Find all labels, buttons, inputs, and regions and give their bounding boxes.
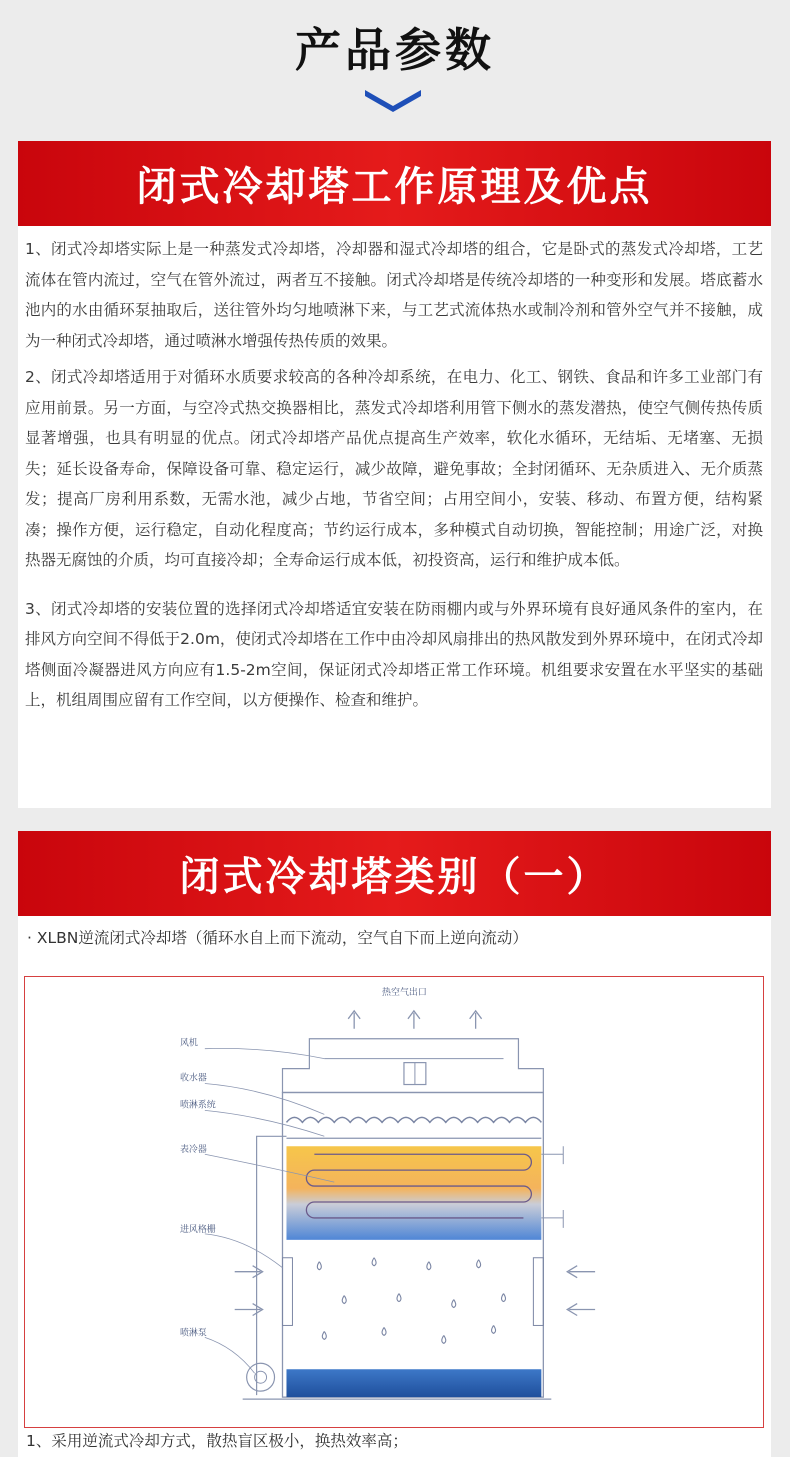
inlet-grille-left [282,1258,292,1326]
label-fan: 风机 [179,1038,198,1049]
coil-bank [286,1146,541,1240]
page-title: 产品参数 [295,23,495,77]
principle-panel [18,141,771,808]
paragraph-2: 2、闭式冷却塔适用于对循环水质要求较高的各种冷却系统，在电力、化工、钢铁、食品和许多工业部门有应用前景。另一方面，与空冷式热交换器相比，蒸发式冷却塔利用管下侧水的蒸发潜热，使空气侧传热传质显著增强，也具有明显的优点。闭式冷却塔产品优点提高生产效率，软化水循环，无结垢、无堵塞、无损失；延长设备寿命，保障设备可靠、稳定运行，减少故障，避免事故；全封闭循环、无杂质进入、无介质蒸发；提高厂房利用系数，无需水池，减少占地，节省空间；占用空间小，安装、移动、布置方便，结构紧凑；操作方便，运行稳定，自动化程度高；节约运行成本，多种模式自动切换，智能控制；用途广泛，对换热器无腐蚀的介质，均可直接冷却；全寿命运行成本低，初投资高，运行和维护成本低。 [25,368,763,569]
chevron-down-icon [363,86,423,112]
cooling-tower-schematic [25,977,763,1427]
label-spray-system: 喷淋系统 [179,1100,216,1111]
paragraph-1: 1、闭式冷却塔实际上是一种蒸发式冷却塔，冷却器和湿式冷却塔的组合，它是卧式的蒸发式冷却塔，工艺流体在管内流过，空气在管外流过，两者互不接触。闭式冷却塔是传统冷却塔的一种变形和发展。塔底蓄水池内的水由循环泵抽取后，送往管外均匀地喷淋下来，与工艺式流体热水或制冷剂和管外空气并不接触，成为一种闭式冷却塔，通过喷淋水增强传热传质的效果。 [25,240,763,350]
water-basin [286,1369,541,1397]
model-description: · XLBN逆流闭式冷却塔（循环水自上而下流动，空气自下而上逆向流动） [27,929,528,947]
label-inlet-grille: 进风格栅 [179,1224,216,1235]
section-banner-principle: 闭式冷却塔工作原理及优点 [18,141,771,226]
hot-air-arrows [348,1011,481,1029]
feature-line-1: 1、采用逆流式冷却方式，散热盲区极小，换热效率高； [26,1432,408,1450]
air-in-arrows [235,1266,595,1316]
label-collector: 收水器 [179,1073,207,1084]
water-droplets [317,1258,505,1344]
inlet-grille-right [533,1258,543,1326]
outlet-pipe [541,1210,563,1228]
cooling-tower-diagram [24,976,764,1428]
section-banner-category: 闭式冷却塔类别（一） [18,831,771,916]
paragraph-3: 3、闭式冷却塔的安装位置的选择闭式冷却塔适宜安装在防雨棚内或与外界环境有良好通风条件的室内，在排风方向空间不得低于2.0m，使闭式冷却塔在工作中由冷却风扇排出的热风散发到外界环境中，在闭式冷却塔侧面冷凝器进风方向应有1.5-2m空间，保证闭式冷却塔正常工作环境。机组要求安置在水平坚实的基础上，机组周围应留有工作空间，以方便操作、检查和维护。 [25,599,763,709]
inlet-pipe [541,1146,563,1164]
drift-collector [286,1117,541,1122]
label-hot-air-out: 热空气出口 [382,987,427,998]
category-panel [18,831,771,1457]
label-spray-pump: 喷淋泵 [179,1328,207,1339]
spray-pump [247,1363,275,1391]
label-surface-cooler: 表冷器 [179,1145,207,1156]
